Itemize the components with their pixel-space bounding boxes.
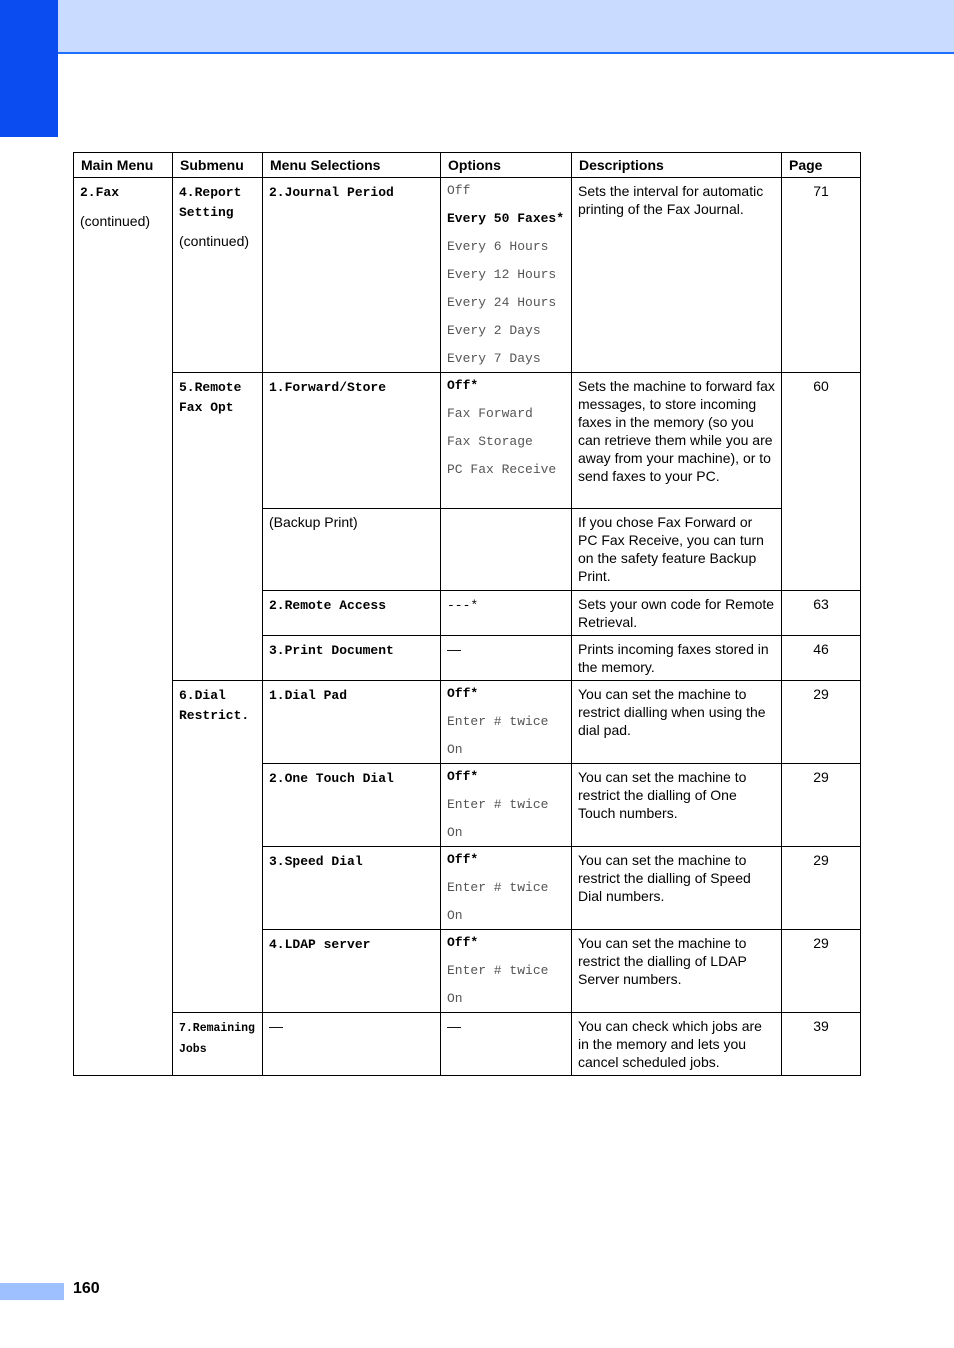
selection-journal-period: 2.Journal Period (269, 185, 394, 200)
description-cell: If you chose Fax Forward or PC Fax Receive, you can turn on the safety feature Backup Print. (572, 509, 782, 591)
submenu-report-continued: (continued) (179, 233, 250, 249)
selection-cell (263, 764, 441, 847)
selection-one-touch-dial: 2.One Touch Dial (269, 771, 394, 786)
description-cell: Sets the interval for automatic printing of the Fax Journal. (572, 178, 782, 373)
header-rule (58, 52, 954, 54)
selection-cell (263, 178, 441, 373)
description-cell: Prints incoming faxes stored in the memory. (572, 636, 782, 681)
page-ref: 29 (782, 681, 861, 764)
table-row (74, 178, 861, 373)
menu-table (73, 152, 861, 1076)
option-item: Off (447, 183, 471, 198)
selection-forward-store: 1.Forward/Store (269, 380, 387, 395)
page-number-tab (0, 1283, 64, 1300)
selection-remote-access: 2.Remote Access (269, 598, 387, 613)
selection-cell (263, 930, 441, 1013)
options-cell (441, 178, 572, 373)
page-ref: 29 (782, 930, 861, 1013)
description-cell: You can set the machine to restrict the dialling of LDAP Server numbers. (572, 930, 782, 1013)
options-cell (441, 681, 572, 764)
option-item: Enter # twice (447, 714, 549, 729)
header-submenu: Submenu (173, 153, 263, 178)
page-ref: 63 (782, 591, 861, 636)
description-cell: You can check which jobs are in the memory and lets you cancel scheduled jobs. (572, 1013, 782, 1076)
page-ref: 46 (782, 636, 861, 681)
option-item-default: Off* (447, 769, 479, 784)
main-menu-continued: (continued) (80, 213, 151, 229)
options-cell: — (441, 1013, 572, 1076)
options-cell (441, 847, 572, 930)
option-item: On (447, 991, 463, 1006)
description-cell: You can set the machine to restrict the dialling of One Touch numbers. (572, 764, 782, 847)
selection-cell: — (263, 1013, 441, 1076)
option-item: Enter # twice (447, 797, 549, 812)
option-item: Every 2 Days (447, 323, 541, 338)
selection-cell (263, 847, 441, 930)
page-ref: 39 (782, 1013, 861, 1076)
options-cell: — (441, 636, 572, 681)
submenu-remote-cell (173, 373, 263, 681)
selection-dial-pad: 1.Dial Pad (269, 688, 348, 703)
description-cell: Sets your own code for Remote Retrieval. (572, 591, 782, 636)
options-cell (441, 930, 572, 1013)
main-menu-cell (74, 178, 173, 1076)
option-item-default: Off* (447, 852, 479, 867)
selection-cell (263, 373, 441, 509)
option-item: PC Fax Receive (447, 462, 557, 477)
selection-print-document: 3.Print Document (269, 643, 394, 658)
option-item: On (447, 825, 463, 840)
page-ref: 29 (782, 847, 861, 930)
main-menu-label: 2.Fax (80, 185, 120, 200)
option-item-default: Off* (447, 935, 479, 950)
header-menu-selections: Menu Selections (263, 153, 441, 178)
table-header-row (74, 153, 861, 178)
submenu-remote-label: 5.Remote Fax Opt (179, 380, 242, 415)
selection-backup-print: (Backup Print) (263, 509, 441, 591)
option-item-default: ---* (447, 598, 479, 613)
option-item: On (447, 742, 463, 757)
page-ref: 60 (782, 373, 861, 591)
description-cell: You can set the machine to restrict the dialling of Speed Dial numbers. (572, 847, 782, 930)
selection-speed-dial: 3.Speed Dial (269, 854, 363, 869)
options-cell (441, 764, 572, 847)
option-item: Every 24 Hours (447, 295, 557, 310)
submenu-dial-label: 6.Dial Restrict. (179, 688, 250, 723)
option-item: Enter # twice (447, 963, 549, 978)
option-item: Fax Forward (447, 406, 533, 421)
table-row (74, 1013, 861, 1076)
options-cell (441, 591, 572, 636)
selection-cell (263, 681, 441, 764)
options-cell (441, 373, 572, 509)
header-options: Options (441, 153, 572, 178)
selection-cell (263, 591, 441, 636)
option-item-default: Every 50 Faxes* (447, 211, 565, 226)
table-row (74, 373, 861, 509)
header-main-menu: Main Menu (74, 153, 173, 178)
option-item: Every 7 Days (447, 351, 541, 366)
option-item-default: Off* (447, 378, 479, 393)
table-row (74, 681, 861, 764)
header-band (58, 0, 954, 52)
selection-cell (263, 636, 441, 681)
option-item: Every 6 Hours (447, 239, 549, 254)
page-number: 160 (73, 1280, 100, 1297)
page-ref: 29 (782, 764, 861, 847)
option-item: On (447, 908, 463, 923)
chapter-tab (0, 0, 58, 137)
options-cell-empty (441, 509, 572, 591)
submenu-dial-cell (173, 681, 263, 1013)
page-ref: 71 (782, 178, 861, 373)
selection-ldap-server: 4.LDAP server (269, 937, 371, 952)
submenu-remaining-cell (173, 1013, 263, 1076)
option-item: Every 12 Hours (447, 267, 557, 282)
submenu-remaining-label: 7.Remaining Jobs (179, 1022, 255, 1056)
option-item: Enter # twice (447, 880, 549, 895)
header-descriptions: Descriptions (572, 153, 782, 178)
header-page: Page (782, 153, 861, 178)
submenu-report-label: 4.Report Setting (179, 185, 242, 220)
option-item: Fax Storage (447, 434, 533, 449)
submenu-report-cell (173, 178, 263, 373)
option-item-default: Off* (447, 686, 479, 701)
description-cell: Sets the machine to forward fax messages, to store incoming faxes in the memory (so you can retrieve them while you are away from your machine), or to send faxes to your PC. (572, 373, 782, 509)
description-cell: You can set the machine to restrict dialling when using the dial pad. (572, 681, 782, 764)
